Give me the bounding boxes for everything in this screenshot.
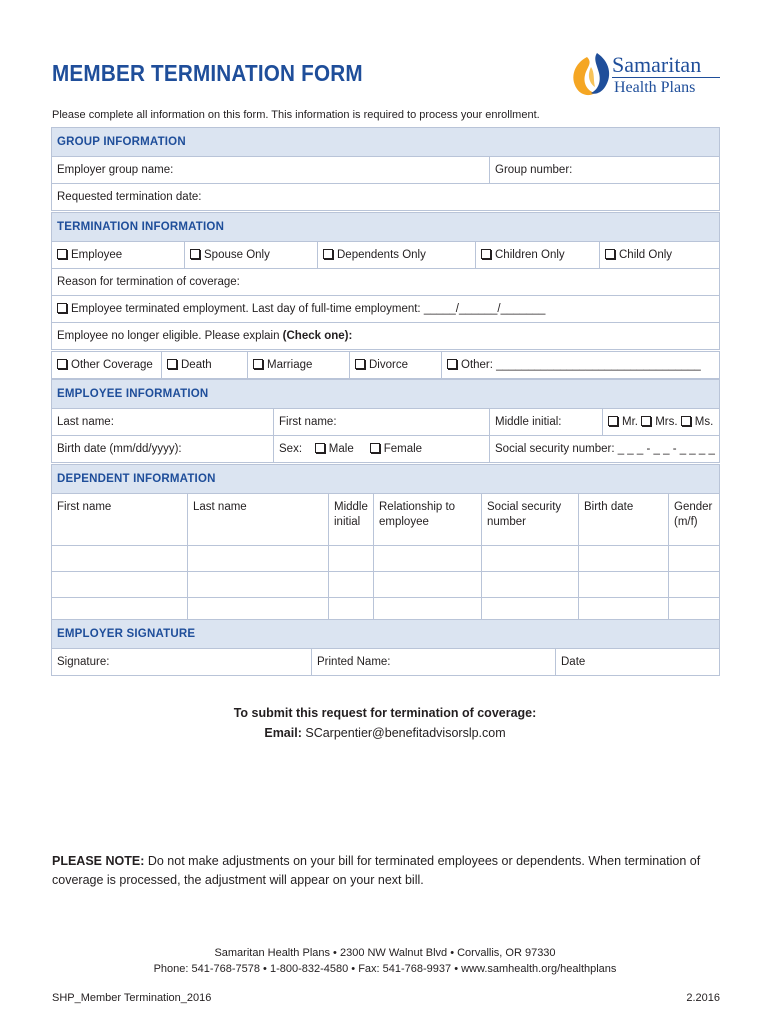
checkbox-icon[interactable] <box>57 359 67 369</box>
checkbox-icon[interactable] <box>167 359 177 369</box>
logo-name: Samaritan <box>612 52 702 77</box>
please-note: PLEASE NOTE: Do not make adjustments on your bill for terminated employees or dependents. When termination of coverage is processed, the adjustment will appear on your next bill. <box>52 854 701 887</box>
table-row <box>52 546 720 572</box>
checkbox-icon[interactable] <box>323 249 333 259</box>
employer-signature-table <box>51 619 720 676</box>
employee-information-table <box>51 379 720 463</box>
checkbox-icon[interactable] <box>605 249 615 259</box>
checkbox-icon[interactable] <box>608 416 618 426</box>
option-terminated-employment[interactable]: Employee terminated employment. Last day of full-time employment: _____/______/_______ <box>52 296 720 323</box>
requested-termination-date-field[interactable]: Requested termination date: <box>52 184 720 211</box>
first-name-field[interactable]: First name: <box>274 409 490 436</box>
reason-divorce[interactable]: Divorce <box>350 352 442 379</box>
column-header: Birth date <box>579 494 669 546</box>
section-heading-employee: EMPLOYEE INFORMATION <box>52 380 720 409</box>
table-row <box>52 572 720 598</box>
checkbox-icon[interactable] <box>447 359 457 369</box>
column-header: Relationship to employee <box>374 494 482 546</box>
submit-email: Email: SCarpentier@benefitadvisorslp.com <box>264 726 506 740</box>
column-header: Last name <box>188 494 329 546</box>
reason-marriage[interactable]: Marriage <box>248 352 350 379</box>
checkbox-icon[interactable] <box>355 359 365 369</box>
birth-date-field[interactable]: Birth date (mm/dd/yyyy): <box>52 436 274 463</box>
checkbox-icon[interactable] <box>641 416 651 426</box>
checkbox-icon[interactable] <box>253 359 263 369</box>
option-child-only[interactable]: Child Only <box>600 242 720 269</box>
checkbox-icon[interactable] <box>370 443 380 453</box>
column-header: First name <box>52 494 188 546</box>
termination-reasons-table <box>51 351 720 379</box>
submit-title: To submit this request for termination of coverage: <box>233 706 537 720</box>
reason-other[interactable]: Other: ________________________________ <box>442 352 720 379</box>
section-heading-group: GROUP INFORMATION <box>52 128 720 157</box>
footer-contact: Phone: 541-768-7578 • 1-800-832-4580 • Fax: 541-768-9937 • www.samhealth.org/healthplans <box>153 963 617 975</box>
checkbox-icon[interactable] <box>57 303 67 313</box>
group-number-field[interactable]: Group number: <box>490 157 720 184</box>
column-header: Social security number <box>482 494 579 546</box>
checkbox-icon[interactable] <box>190 249 200 259</box>
termination-information-table <box>51 212 720 350</box>
checkbox-icon[interactable] <box>57 249 67 259</box>
logo-subtitle: Health Plans <box>614 79 696 96</box>
option-dependents-only[interactable]: Dependents Only <box>318 242 476 269</box>
sex-options: Sex: Male Female <box>274 436 490 463</box>
checkbox-icon[interactable] <box>481 249 491 259</box>
logo-divider <box>612 77 720 78</box>
reason-other-coverage[interactable]: Other Coverage <box>52 352 162 379</box>
option-employee[interactable]: Employee <box>52 242 185 269</box>
signature-field[interactable]: Signature: <box>52 649 312 676</box>
document-version: 2.2016 <box>686 992 720 1004</box>
page-title: MEMBER TERMINATION FORM <box>52 60 363 86</box>
reason-label: Reason for termination of coverage: <box>52 269 720 296</box>
checkbox-icon[interactable] <box>681 416 691 426</box>
intro-text: Please complete all information on this form. This information is required to process your enrollment. <box>52 109 540 121</box>
checkbox-icon[interactable] <box>315 443 325 453</box>
column-header: Gender (m/f) <box>669 494 720 546</box>
group-information-table <box>51 127 720 211</box>
option-spouse-only[interactable]: Spouse Only <box>185 242 318 269</box>
document-id: SHP_Member Termination_2016 <box>52 992 212 1004</box>
title-options: Mr. Mrs. Ms. <box>603 409 720 436</box>
date-field[interactable]: Date <box>556 649 720 676</box>
no-longer-eligible-label: Employee no longer eligible. Please explain (Check one): <box>52 323 720 350</box>
section-heading-dependent: DEPENDENT INFORMATION <box>52 465 720 494</box>
employer-group-name-field[interactable]: Employer group name: <box>52 157 490 184</box>
dependent-information-table <box>51 464 720 624</box>
section-heading-termination: TERMINATION INFORMATION <box>52 213 720 242</box>
last-name-field[interactable]: Last name: <box>52 409 274 436</box>
email-link[interactable]: SCarpentier@benefitadvisorslp.com <box>305 726 506 740</box>
ssn-field[interactable]: Social security number: _ _ _ - _ _ - _ _ _ _ <box>490 436 720 463</box>
footer-address: Samaritan Health Plans • 2300 NW Walnut Blvd • Corvallis, OR 97330 <box>214 947 556 959</box>
middle-initial-field[interactable]: Middle initial: <box>490 409 603 436</box>
printed-name-field[interactable]: Printed Name: <box>312 649 556 676</box>
reason-death[interactable]: Death <box>162 352 248 379</box>
section-heading-signature: EMPLOYER SIGNATURE <box>52 620 720 649</box>
column-header: Middle initial <box>329 494 374 546</box>
option-children-only[interactable]: Children Only <box>476 242 600 269</box>
